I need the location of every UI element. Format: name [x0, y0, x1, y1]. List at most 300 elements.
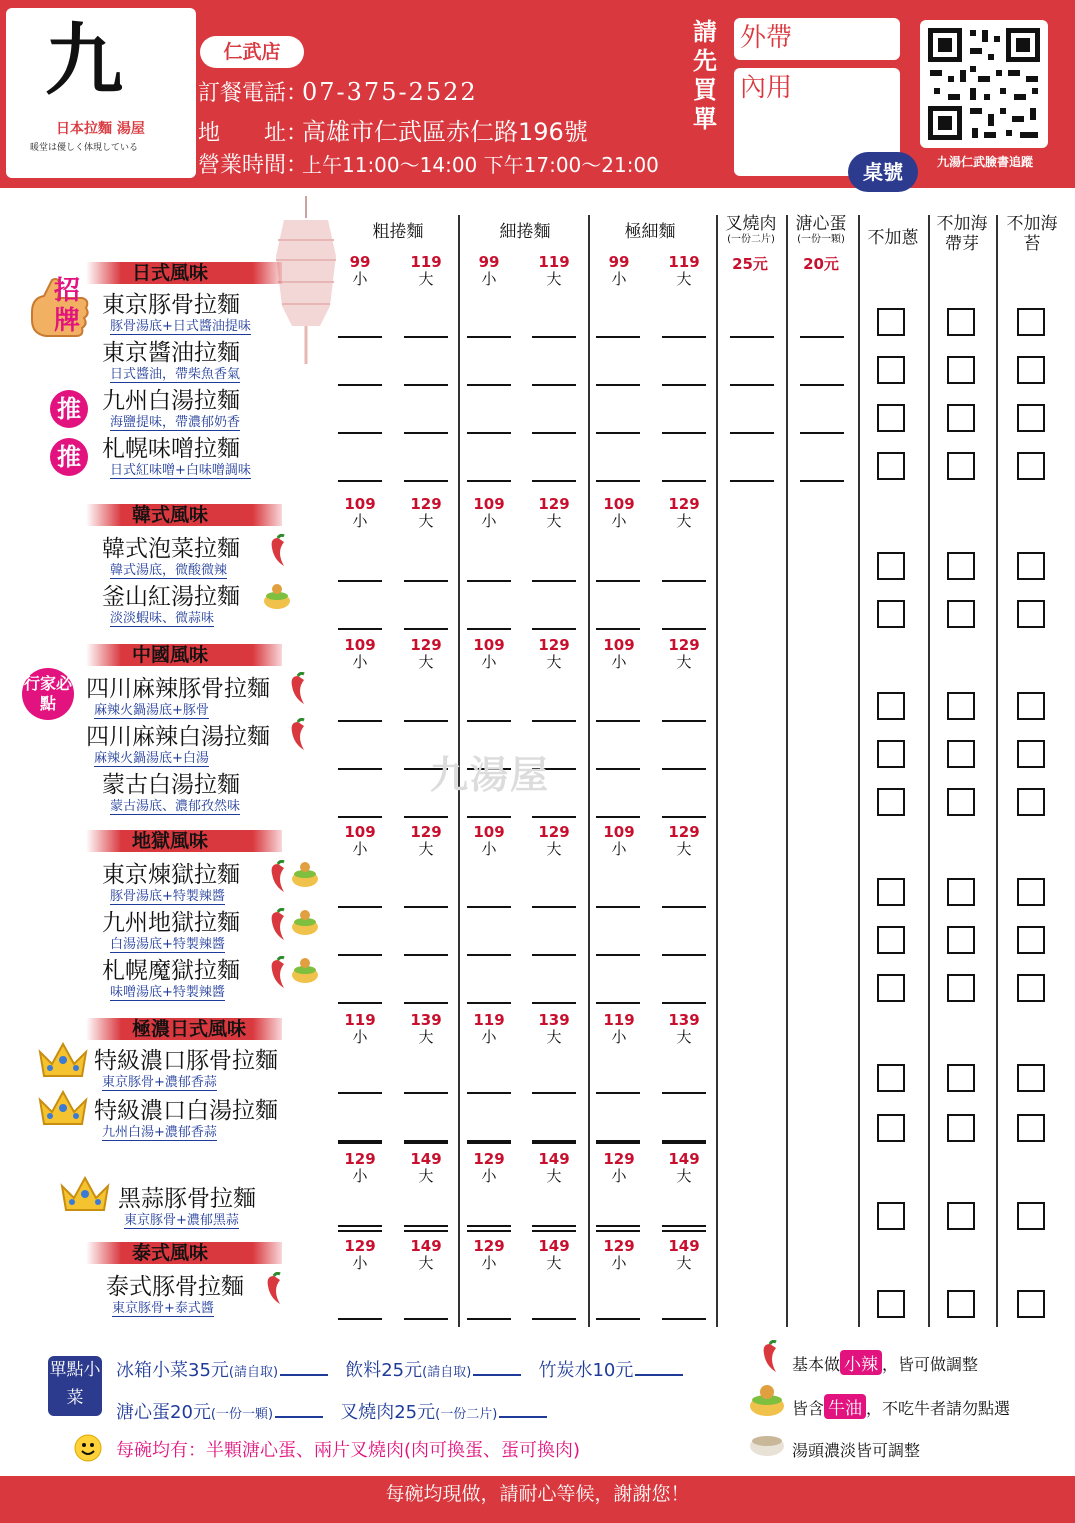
section-title: 日式風味 [132, 262, 209, 284]
hours-line [198, 148, 659, 179]
option-checkbox[interactable] [877, 692, 905, 720]
qty-blank[interactable] [532, 954, 576, 956]
qty-blank[interactable] [662, 1230, 706, 1232]
qty-blank[interactable] [662, 816, 706, 818]
option-checkbox[interactable] [1017, 452, 1045, 480]
size-small-label: 小 [611, 1254, 627, 1272]
size-small-label: 小 [481, 1028, 497, 1046]
qty-blank[interactable] [404, 1225, 448, 1227]
chili-icon [262, 534, 292, 572]
qty-blank[interactable] [467, 1142, 511, 1144]
size-large-label: 大 [676, 1167, 692, 1185]
section-banner [86, 830, 282, 852]
qty-blank[interactable] [467, 1140, 511, 1142]
option-checkbox[interactable] [1017, 1064, 1045, 1092]
qty-blank[interactable] [596, 1002, 640, 1004]
qty-blank[interactable] [662, 432, 706, 434]
qty-blank[interactable] [338, 720, 382, 722]
broth-bowl-icon [748, 1428, 786, 1464]
menu-item-desc: 麻辣火鍋湯底+白湯 [94, 751, 209, 766]
qty-blank[interactable] [596, 384, 640, 386]
table-number-bubble: 桌號 [848, 152, 918, 192]
size-large-label: 大 [418, 1028, 434, 1046]
column-divider [858, 215, 860, 1327]
option-checkbox[interactable] [1017, 600, 1045, 628]
qty-blank[interactable] [800, 384, 844, 386]
price-small: 109 [344, 823, 376, 841]
qty-blank[interactable] [532, 432, 576, 434]
price-large: 139 [410, 1011, 442, 1029]
qty-blank[interactable] [662, 1318, 706, 1320]
col-egg [788, 214, 854, 246]
size-large-label: 大 [676, 270, 692, 288]
option-checkbox[interactable] [947, 878, 975, 906]
column-divider [996, 215, 998, 1327]
beef-bowl-icon [262, 582, 292, 616]
qty-blank[interactable] [662, 628, 706, 630]
qty-blank[interactable] [467, 906, 511, 908]
dine-in-label: 內用 [740, 73, 793, 103]
qty-blank[interactable] [800, 336, 844, 338]
qty-blank[interactable] [662, 1092, 706, 1094]
option-checkbox[interactable] [947, 356, 975, 384]
order-first-label: 請先買單 [693, 18, 717, 133]
qty-blank[interactable] [404, 1142, 448, 1144]
hours-label: 營業時間： [198, 153, 309, 178]
option-checkbox[interactable] [947, 926, 975, 954]
qty-blank[interactable] [596, 336, 640, 338]
egg-price: 20元 [803, 255, 839, 273]
logo-mark: 九 [45, 15, 124, 106]
qty-blank[interactable] [467, 1002, 511, 1004]
qty-blank[interactable] [730, 336, 774, 338]
chili-icon [752, 1340, 786, 1378]
qty-blank[interactable] [404, 384, 448, 386]
col-chashu-note: (一份二片) [727, 234, 775, 245]
qty-blank[interactable] [404, 1140, 448, 1142]
beef-bowl-icon [748, 1384, 786, 1424]
qty-blank[interactable] [467, 1230, 511, 1232]
qty-blank[interactable] [662, 954, 706, 956]
qty-blank[interactable] [338, 628, 382, 630]
option-checkbox[interactable] [877, 974, 905, 1002]
qty-blank[interactable] [662, 480, 706, 482]
size-large-label: 大 [418, 1254, 434, 1272]
qty-blank[interactable] [662, 768, 706, 770]
size-large-label: 大 [546, 270, 562, 288]
qty-blank[interactable] [730, 432, 774, 434]
menu-item-desc: 海鹽提味，帶濃郁奶香 [110, 415, 241, 430]
option-checkbox[interactable] [877, 1114, 905, 1142]
egg-qty-blank[interactable] [275, 1414, 323, 1418]
logo-tagline: 暖堂は優しく体現している [30, 143, 139, 153]
column-divider [786, 215, 788, 1327]
size-large-label: 大 [418, 270, 434, 288]
menu-item-name: 東京煉獄拉麵 [102, 862, 240, 888]
qty-blank[interactable] [596, 954, 640, 956]
qty-blank[interactable] [338, 336, 382, 338]
option-checkbox[interactable] [877, 878, 905, 906]
qty-blank[interactable] [532, 1002, 576, 1004]
qty-blank[interactable] [467, 580, 511, 582]
beef-bowl-icon [290, 956, 320, 990]
col-chashu [718, 214, 784, 246]
broth-note: 湯頭濃淡皆可調整 [792, 1441, 921, 1460]
menu-item-desc: 豚骨湯底+特製辣醬 [110, 889, 225, 904]
price-small: 129 [603, 1150, 635, 1168]
menu-item-name: 九州白湯拉麵 [102, 388, 240, 414]
qty-blank[interactable] [338, 1142, 382, 1144]
section-banner [86, 262, 282, 284]
price-small: 109 [344, 636, 376, 654]
option-checkbox[interactable] [1017, 974, 1045, 1002]
qty-blank[interactable] [596, 1230, 640, 1232]
qty-blank[interactable] [467, 628, 511, 630]
option-checkbox[interactable] [947, 308, 975, 336]
qty-blank[interactable] [800, 432, 844, 434]
qty-blank[interactable] [662, 384, 706, 386]
size-small-label: 小 [611, 840, 627, 858]
qty-blank[interactable] [338, 580, 382, 582]
option-checkbox[interactable] [947, 600, 975, 628]
qty-blank[interactable] [662, 1225, 706, 1227]
option-checkbox[interactable] [947, 1064, 975, 1092]
chashu-qty-blank[interactable] [499, 1414, 547, 1418]
qty-blank[interactable] [532, 1142, 576, 1144]
qty-blank[interactable] [338, 480, 382, 482]
option-checkbox[interactable] [877, 308, 905, 336]
watermark: 九湯屋 [430, 753, 551, 797]
qty-blank[interactable] [662, 1140, 706, 1142]
option-checkbox[interactable] [947, 1114, 975, 1142]
price-large: 129 [410, 636, 442, 654]
size-large-label: 大 [676, 1028, 692, 1046]
option-checkbox[interactable] [1017, 1114, 1045, 1142]
recommend-badge: 推 [50, 390, 88, 428]
menu-item-desc: 九州白湯+濃郁香蒜 [102, 1125, 217, 1140]
qty-blank[interactable] [596, 432, 640, 434]
qty-blank[interactable] [596, 768, 640, 770]
qty-blank[interactable] [404, 816, 448, 818]
phone-label: 訂餐電話： [198, 81, 309, 106]
qty-blank[interactable] [338, 1318, 382, 1320]
menu-item-name: 泰式豚骨拉麵 [106, 1274, 244, 1300]
section-title: 中國風味 [132, 644, 209, 666]
option-checkbox[interactable] [1017, 1290, 1045, 1318]
menu-item-name: 四川麻辣白湯拉麵 [86, 724, 270, 750]
qty-blank[interactable] [404, 1318, 448, 1320]
qty-blank[interactable] [404, 432, 448, 434]
qty-blank[interactable] [532, 628, 576, 630]
qty-blank[interactable] [596, 1140, 640, 1142]
price-small: 129 [473, 1237, 505, 1255]
qty-blank[interactable] [467, 336, 511, 338]
section-title: 韓式風味 [132, 504, 209, 526]
price-large: 139 [538, 1011, 570, 1029]
menu-item-name: 釜山紅湯拉麵 [102, 584, 240, 610]
size-large-label: 大 [546, 1254, 562, 1272]
price-small: 129 [344, 1150, 376, 1168]
section-title: 極濃日式風味 [132, 1018, 247, 1040]
size-small-label: 小 [352, 1254, 368, 1272]
option-checkbox[interactable] [947, 974, 975, 1002]
address: 高雄市仁武區赤仁路196號 [302, 118, 588, 146]
qty-blank[interactable] [338, 432, 382, 434]
option-checkbox[interactable] [947, 692, 975, 720]
qty-blank[interactable] [596, 628, 640, 630]
menu-item-name: 四川麻辣豚骨拉麵 [86, 676, 270, 702]
option-checkbox[interactable] [877, 356, 905, 384]
qty-blank[interactable] [532, 1140, 576, 1142]
qty-blank[interactable] [338, 1230, 382, 1232]
qty-blank[interactable] [532, 1318, 576, 1320]
qty-blank[interactable] [404, 336, 448, 338]
size-large-label: 大 [676, 840, 692, 858]
qty-blank[interactable] [596, 816, 640, 818]
qty-blank[interactable] [662, 906, 706, 908]
qty-blank[interactable] [338, 384, 382, 386]
option-checkbox[interactable] [877, 1290, 905, 1318]
menu-item-name: 九州地獄拉麵 [102, 910, 240, 936]
qty-blank[interactable] [404, 720, 448, 722]
qty-blank[interactable] [596, 1318, 640, 1320]
menu-item-desc: 東京豚骨+濃郁黑蒜 [124, 1213, 239, 1228]
size-large-label: 大 [546, 840, 562, 858]
size-small-label: 小 [481, 512, 497, 530]
option-checkbox[interactable] [947, 452, 975, 480]
fridge-qty-blank[interactable] [280, 1372, 328, 1376]
spicy-note [792, 1350, 978, 1375]
qr-caption: 九湯仁武臉書追蹤 [936, 155, 1033, 169]
chili-icon [262, 956, 292, 994]
qty-blank[interactable] [532, 1230, 576, 1232]
size-large-label: 大 [418, 840, 434, 858]
qty-blank[interactable] [596, 1225, 640, 1227]
qty-blank[interactable] [532, 1092, 576, 1094]
qty-blank[interactable] [467, 480, 511, 482]
option-checkbox[interactable] [877, 404, 905, 432]
spicy-note-pre: 基本做 [792, 1355, 841, 1374]
option-checkbox[interactable] [947, 404, 975, 432]
option-checkbox[interactable] [1017, 740, 1045, 768]
option-checkbox[interactable] [877, 1064, 905, 1092]
qty-blank[interactable] [338, 906, 382, 908]
price-small: 129 [473, 1150, 505, 1168]
qty-blank[interactable] [467, 1318, 511, 1320]
size-large-label: 大 [676, 653, 692, 671]
qty-blank[interactable] [467, 1225, 511, 1227]
price-large: 119 [538, 253, 570, 271]
qty-blank[interactable] [467, 954, 511, 956]
qty-blank[interactable] [596, 1092, 640, 1094]
col-egg-label: 溏心蛋 [795, 214, 847, 234]
option-checkbox[interactable] [947, 552, 975, 580]
col-extra-thin-noodle: 極細麵 [624, 222, 676, 242]
qty-blank[interactable] [404, 906, 448, 908]
qr-code-icon[interactable] [920, 20, 1048, 148]
qty-blank[interactable] [532, 336, 576, 338]
section-title: 泰式風味 [132, 1242, 209, 1264]
qty-blank[interactable] [404, 1092, 448, 1094]
option-checkbox[interactable] [1017, 878, 1045, 906]
column-divider [928, 215, 930, 1327]
price-large: 149 [538, 1150, 570, 1168]
option-checkbox[interactable] [1017, 552, 1045, 580]
qty-blank[interactable] [338, 816, 382, 818]
qty-blank[interactable] [662, 720, 706, 722]
column-divider [588, 215, 590, 1327]
qty-blank[interactable] [532, 480, 576, 482]
size-large-label: 大 [546, 1028, 562, 1046]
price-large: 129 [410, 823, 442, 841]
qty-blank[interactable] [467, 720, 511, 722]
qty-blank[interactable] [404, 954, 448, 956]
qty-blank[interactable] [338, 768, 382, 770]
qty-blank[interactable] [532, 580, 576, 582]
menu-item-name: 黑蒜豚骨拉麵 [118, 1186, 256, 1212]
price-small: 109 [473, 636, 505, 654]
size-small-label: 小 [611, 512, 627, 530]
logo-name: 日本拉麵 湯屋 [56, 121, 145, 137]
qty-blank[interactable] [532, 1225, 576, 1227]
qty-blank[interactable] [404, 628, 448, 630]
size-small-label: 小 [481, 1254, 497, 1272]
section-banner [86, 504, 282, 526]
price-small: 109 [603, 636, 635, 654]
size-small-label: 小 [352, 840, 368, 858]
qty-blank[interactable] [338, 1225, 382, 1227]
option-checkbox[interactable] [947, 1290, 975, 1318]
beef-bowl-icon [290, 908, 320, 942]
option-checkbox[interactable] [877, 452, 905, 480]
menu-item-desc: 味噌湯底+特製辣醬 [110, 985, 225, 1000]
qty-blank[interactable] [467, 1092, 511, 1094]
charcoal-water-qty-blank[interactable] [635, 1372, 683, 1376]
chili-icon [262, 860, 292, 898]
qty-blank[interactable] [338, 1140, 382, 1142]
option-checkbox[interactable] [1017, 404, 1045, 432]
size-small-label: 小 [481, 840, 497, 858]
option-checkbox[interactable] [1017, 308, 1045, 336]
qty-blank[interactable] [662, 580, 706, 582]
option-checkbox[interactable] [877, 926, 905, 954]
drink-note: (請自取) [422, 1365, 472, 1380]
qty-blank[interactable] [596, 480, 640, 482]
col-no-seaweed-sprout: 不加海帶芽 [936, 214, 988, 254]
drink-qty-blank[interactable] [473, 1372, 521, 1376]
qty-blank[interactable] [404, 580, 448, 582]
business-hours: 上午11:00～14:00 下午17:00～21:00 [302, 153, 659, 177]
option-checkbox[interactable] [1017, 1202, 1045, 1230]
price-large: 129 [538, 495, 570, 513]
phone-number: 07-375-2522 [302, 78, 478, 106]
qty-blank[interactable] [662, 1002, 706, 1004]
qty-blank[interactable] [467, 432, 511, 434]
price-small: 119 [603, 1011, 635, 1029]
qty-blank[interactable] [404, 1230, 448, 1232]
crown-icon [36, 1040, 90, 1086]
price-small: 129 [603, 1237, 635, 1255]
qty-blank[interactable] [800, 480, 844, 482]
price-large: 129 [668, 636, 700, 654]
qty-blank[interactable] [532, 906, 576, 908]
size-small-label: 小 [352, 1167, 368, 1185]
option-checkbox[interactable] [877, 600, 905, 628]
col-thin-noodle: 細捲麵 [499, 222, 551, 242]
qty-blank[interactable] [730, 480, 774, 482]
menu-item-desc: 蒙古湯底、濃郁孜然味 [110, 799, 241, 814]
menu-item-name: 韓式泡菜拉麵 [102, 536, 240, 562]
menu-item-desc: 日式紅味噌+白味噌調味 [110, 463, 251, 478]
qty-blank[interactable] [596, 1142, 640, 1144]
option-checkbox[interactable] [877, 740, 905, 768]
price-large: 149 [668, 1150, 700, 1168]
option-checkbox[interactable] [1017, 926, 1045, 954]
option-checkbox[interactable] [877, 552, 905, 580]
egg-side: 溏心蛋20元 [116, 1402, 211, 1423]
size-small-label: 小 [352, 1028, 368, 1046]
qty-blank[interactable] [596, 580, 640, 582]
option-checkbox[interactable] [947, 1202, 975, 1230]
option-checkbox[interactable] [1017, 692, 1045, 720]
qty-blank[interactable] [662, 1142, 706, 1144]
takeout-box[interactable] [734, 18, 900, 60]
qty-blank[interactable] [338, 1092, 382, 1094]
price-small: 119 [473, 1011, 505, 1029]
option-checkbox[interactable] [947, 788, 975, 816]
qty-blank[interactable] [467, 816, 511, 818]
egg-side-note: (一份一顆) [210, 1407, 274, 1422]
qty-blank[interactable] [467, 384, 511, 386]
option-checkbox[interactable] [1017, 356, 1045, 384]
option-checkbox[interactable] [947, 740, 975, 768]
crown-icon [36, 1088, 90, 1134]
qty-blank[interactable] [662, 336, 706, 338]
size-small-label: 小 [611, 270, 627, 288]
price-large: 149 [410, 1150, 442, 1168]
crown-icon [58, 1174, 112, 1220]
qty-blank[interactable] [404, 1002, 448, 1004]
menu-item-name: 東京醬油拉麵 [102, 340, 240, 366]
price-small: 99 [478, 253, 500, 271]
option-checkbox[interactable] [1017, 788, 1045, 816]
qty-blank[interactable] [596, 906, 640, 908]
butter-note-post: ，不吃牛者請勿點選 [866, 1399, 1011, 1418]
qty-blank[interactable] [532, 384, 576, 386]
size-small-label: 小 [352, 512, 368, 530]
qty-blank[interactable] [338, 954, 382, 956]
qty-blank[interactable] [404, 480, 448, 482]
fridge-side: 冰箱小菜35元 [116, 1360, 229, 1381]
col-thick-noodle: 粗捲麵 [372, 222, 424, 242]
size-large-label: 大 [418, 653, 434, 671]
price-large: 149 [668, 1237, 700, 1255]
menu-item-desc: 白湯湯底+特製辣醬 [110, 937, 225, 952]
option-checkbox[interactable] [877, 788, 905, 816]
size-small-label: 小 [352, 653, 368, 671]
price-large: 129 [668, 495, 700, 513]
qty-blank[interactable] [596, 720, 640, 722]
size-small-label: 小 [481, 653, 497, 671]
option-checkbox[interactable] [877, 1202, 905, 1230]
qty-blank[interactable] [338, 1002, 382, 1004]
price-large: 129 [410, 495, 442, 513]
qty-blank[interactable] [532, 816, 576, 818]
qty-blank[interactable] [730, 384, 774, 386]
chili-icon [282, 672, 312, 710]
size-large-label: 大 [676, 1254, 692, 1272]
qty-blank[interactable] [532, 720, 576, 722]
